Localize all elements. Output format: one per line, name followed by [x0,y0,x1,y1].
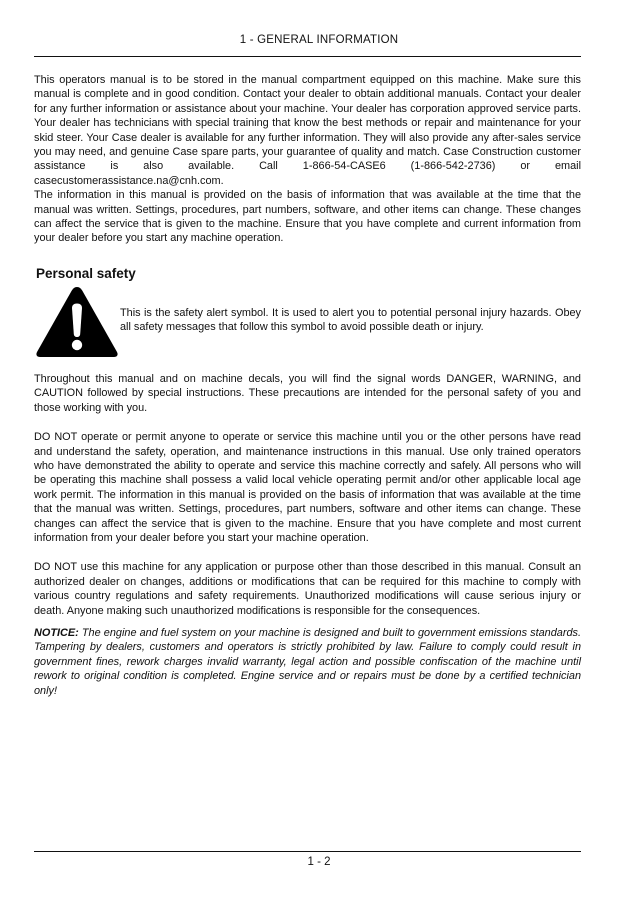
intro-paragraph-2: The information in this manual is provided on the basis of information that was available at the time that the manual was written. Settings, procedures, part numbers, software, and other items can change. These changes can affect the service that is given to the machine. Ensure that you have complete and current information from your dealer before you start any machine operation. [34,189,581,245]
page-content [34,73,581,698]
safety-paragraph-1: Throughout this manual and on machine decals, you will find the signal words DANGER, WARNING, and CAUTION followed by special instructions. These precautions are intended for the personal safety of you and those working with you. [34,372,581,414]
safety-paragraph-3: DO NOT use this machine for any application or purpose other than those described in this manual. Consult an authorized dealer on changes, additions or modifications that can be required for this machine to comply with various country regulations and safety requirements. Unauthorized modifications will cause serious injury or death. Anyone making such unauthorized modifications is responsible for the consequences. [34,561,581,617]
safety-alert-icon [34,284,120,360]
footer-divider [34,851,581,852]
page-number: 1 - 2 [307,856,331,868]
notice-label: NOTICE: [34,626,79,639]
notice-text: The engine and fuel system on your machine is designed and built to government emissions standards. Tampering by dealers, customers and operators is strictly prohibited by law. Failure to comply could result in government fines, rework charges invalid warranty, legal action and possible confiscation of the machine until rework to original condition is completed. Engine service and or repairs must be done by a certified technician only! [34,626,581,697]
safety-alert-block [34,284,581,360]
intro-paragraph-1: This operators manual is to be stored in the manual compartment equipped on this machine. Make sure this manual is complete and in good condition. Contact your dealer to obtain additional manuals. Contact your dealer for any further information or assistance about your machine. Your dealer has corporation approved service parts. Your dealer has technicians with special training that know the best methods or repair and maintenance for your skid steer. Your Case dealer is available for any further information. They will also provide any after-sales service you may need, and genuine Case spare parts, your guarantee of quality and match. Case Construction customer assistance is also available. Call 1-866-54-CASE6 (1-866-542-2736) or email casecustomerassistance.na@cnh.com. [34,74,581,187]
section-heading-personal-safety: Personal safety [36,265,136,281]
page-header-title: 1 - GENERAL INFORMATION [239,34,399,46]
header-divider [34,56,581,57]
safety-alert-description: This is the safety alert symbol. It is used to alert you to potential personal injury hazards. Obey all safety messages that follow this symbol to avoid possible death or injury. [120,306,581,334]
notice-paragraph [34,626,581,698]
safety-paragraph-2: DO NOT operate or permit anyone to operate or service this machine until you or the other persons have read and understand the safety, operation, and maintenance instructions in this manual. Use only trained operators who have demonstrated the ability to operate and service this machine correctly and safely. All persons who will be operating this machine shall possess a valid local vehicle operating permit and/or other applicable local age work permit. The information in this manual is provided on the basis of information that was available at the time that the manual was written. Settings, procedures, part numbers, software and other items can change. These changes can affect the service that is given to the machine. Ensure that you have complete and most current information from your dealer before you start your machine operation. [34,431,581,544]
